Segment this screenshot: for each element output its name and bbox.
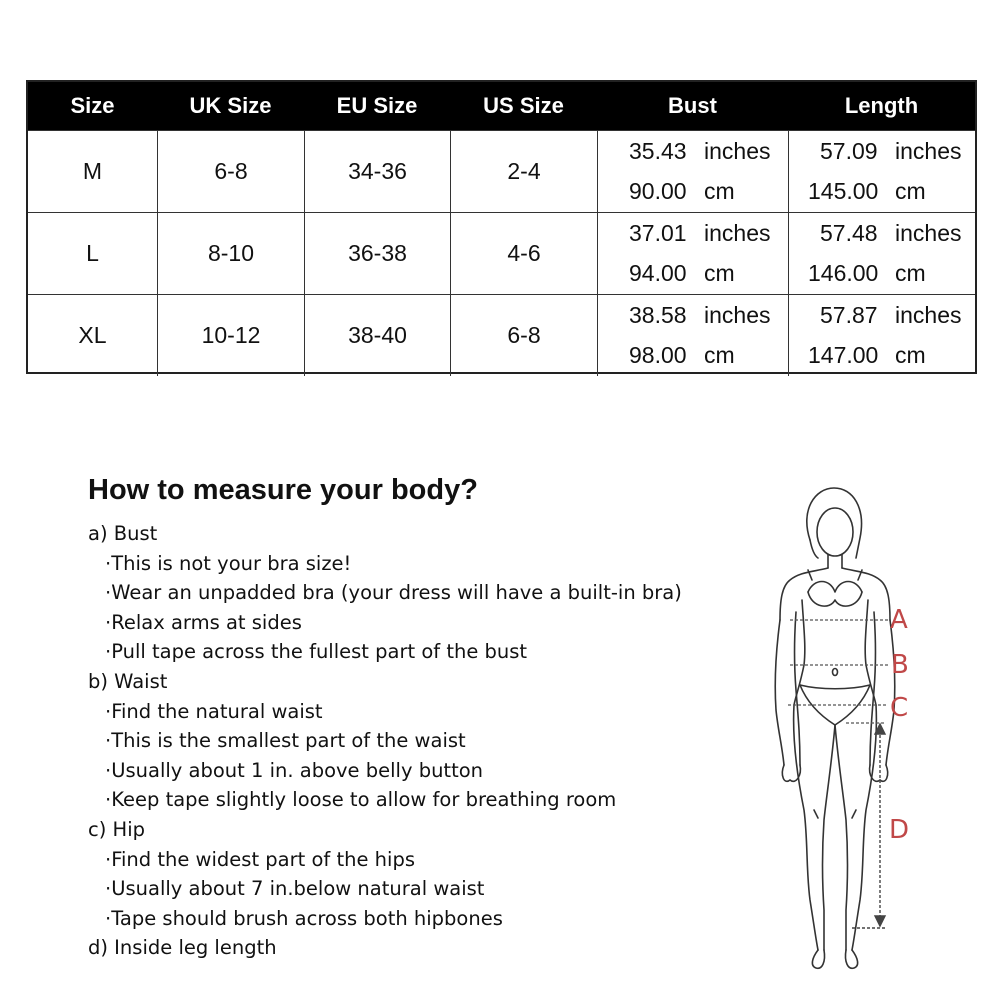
cell-eu-size: 34-36: [304, 131, 450, 212]
length-cm-value: 147.00: [808, 342, 879, 368]
body-measurement-figure: [760, 480, 1000, 980]
instruction-heading: a) Bust: [88, 522, 158, 545]
cell-uk-size: 10-12: [157, 295, 304, 376]
instruction-heading: d) Inside leg length: [88, 936, 277, 960]
cell-us-size: 4-6: [450, 213, 597, 294]
cell-bust: [597, 131, 788, 212]
length-inches-value: 57.87: [820, 302, 878, 328]
header-uk-size: UK Size: [189, 93, 272, 118]
cell-uk-size: 6-8: [157, 131, 304, 212]
instruction-item: ·Relax arms at sides: [105, 610, 302, 634]
size-chart-table: [26, 80, 977, 374]
bust-inches-value: 37.01: [629, 220, 687, 246]
bust-inches-value: 35.43: [629, 138, 687, 164]
instruction-item: ·Find the widest part of the hips: [105, 847, 415, 871]
unit-inches: inches: [895, 220, 962, 246]
header-eu-size: EU Size: [336, 93, 418, 118]
guide-title: How to measure your body?: [88, 474, 478, 506]
header-size: Size: [70, 93, 115, 118]
unit-cm: cm: [704, 342, 735, 368]
bust-cm-value: 94.00: [629, 260, 687, 286]
figure-label-c: C: [890, 693, 909, 723]
unit-inches: inches: [704, 302, 771, 328]
header-us-size: US Size: [483, 93, 564, 118]
instruction-item: ·This is not your bra size!: [105, 551, 352, 575]
cell-size: M: [82, 158, 103, 184]
cell-bust: [597, 213, 788, 294]
instruction-heading: b) Waist: [88, 669, 168, 693]
unit-inches: inches: [895, 138, 962, 164]
unit-cm: cm: [704, 260, 735, 286]
cell-uk-size: 8-10: [157, 213, 304, 294]
cell-us-size: 2-4: [450, 131, 597, 212]
woman-outline-illustration: [760, 480, 1000, 980]
instruction-item: ·Usually about 1 in. above belly button: [105, 758, 484, 782]
table-row: [28, 130, 975, 212]
cell-length: [788, 131, 976, 212]
cell-us-size: 6-8: [450, 295, 597, 376]
length-inches-value: 57.48: [820, 220, 878, 246]
cell-size: XL: [78, 322, 107, 348]
length-cm-value: 145.00: [808, 178, 879, 204]
cell-length: [788, 213, 976, 294]
cell-eu-size: 36-38: [304, 213, 450, 294]
measurement-instructions: [88, 519, 682, 963]
instruction-item: ·This is the smallest part of the waist: [105, 729, 466, 753]
cell-size: L: [86, 240, 99, 266]
bust-inches-value: 38.58: [629, 302, 687, 328]
unit-cm: cm: [895, 260, 926, 286]
cell-length: [788, 295, 976, 376]
bust-cm-value: 90.00: [629, 178, 687, 204]
cell-eu-size: 38-40: [304, 295, 450, 376]
instruction-item: ·Usually about 7 in.below natural waist: [105, 877, 485, 901]
instruction-item: ·Tape should brush across both hipbones: [105, 906, 503, 930]
unit-inches: inches: [704, 220, 771, 246]
instruction-heading: c) Hip: [88, 817, 145, 841]
header-bust: Bust: [668, 93, 717, 118]
unit-inches: inches: [704, 138, 771, 164]
figure-label-b: B: [891, 650, 909, 680]
length-cm-value: 146.00: [808, 260, 879, 286]
table-header: [28, 82, 975, 130]
table-row: [28, 294, 975, 376]
cell-bust: [597, 295, 788, 376]
unit-cm: cm: [895, 178, 926, 204]
unit-cm: cm: [895, 342, 926, 368]
unit-inches: inches: [895, 302, 962, 328]
instruction-item: ·Wear an unpadded bra (your dress will have a built-in bra): [105, 581, 682, 605]
figure-label-d: D: [889, 815, 910, 845]
instruction-item: ·Pull tape across the fullest part of the bust: [105, 640, 528, 664]
length-inches-value: 57.09: [820, 138, 878, 164]
instruction-item: ·Find the natural waist: [105, 699, 323, 723]
instruction-item: ·Keep tape slightly loose to allow for breathing room: [105, 788, 617, 812]
bust-cm-value: 98.00: [629, 342, 687, 368]
table-row: [28, 212, 975, 294]
unit-cm: cm: [704, 178, 735, 204]
figure-label-a: A: [890, 605, 908, 635]
header-length: Length: [844, 93, 919, 118]
